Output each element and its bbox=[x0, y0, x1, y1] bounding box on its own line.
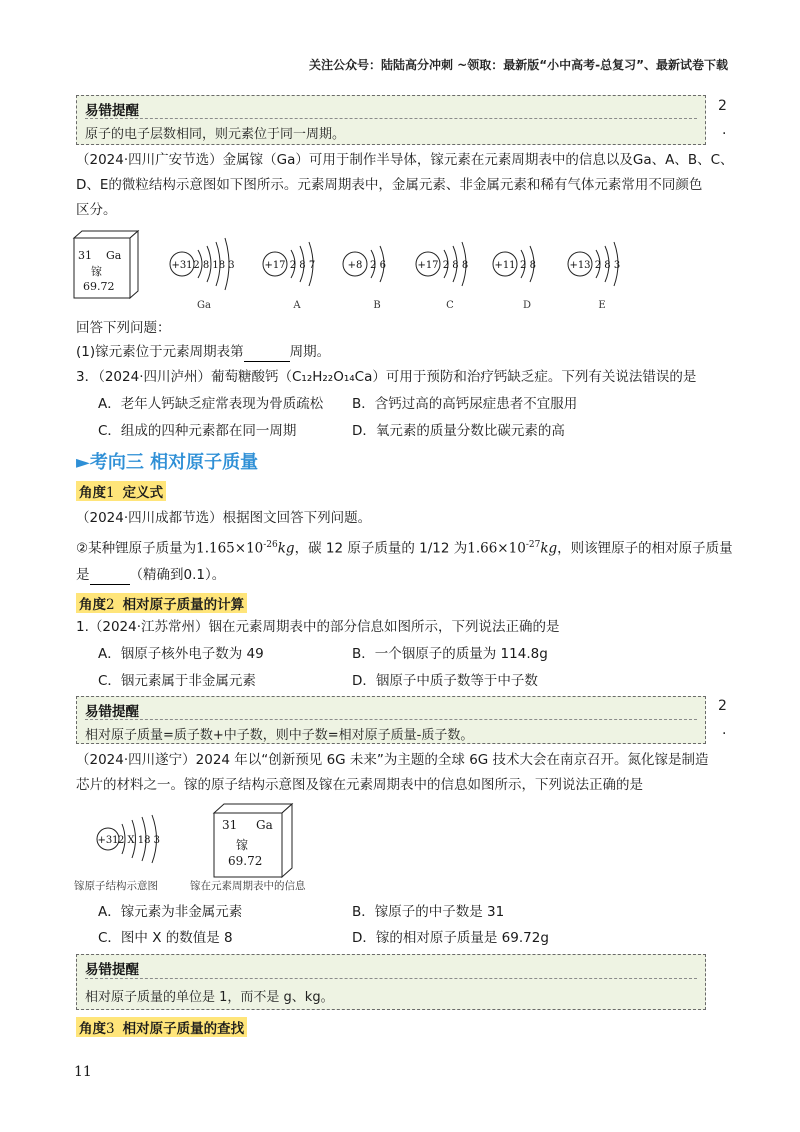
option-b: B．一个铟原子的质量为 114.8g bbox=[352, 646, 548, 662]
option-a: A．铟原子核外电子数为 49 bbox=[98, 646, 264, 662]
atom-diagram-a bbox=[263, 242, 315, 311]
tip-title: 易错提醒 bbox=[85, 962, 139, 978]
nucleus-charge: +31 bbox=[171, 260, 193, 271]
element-symbol: Ga bbox=[256, 818, 273, 832]
tip-box-1 bbox=[76, 95, 706, 145]
question-line: 芯片的材料之一。镓的原子结构示意图及镓在元素周期表中的信息如图所示，下列说法正确的是 bbox=[76, 777, 643, 793]
atomic-structure-diagrams bbox=[160, 222, 630, 314]
nucleus-charge: +17 bbox=[417, 260, 439, 271]
atom-diagram-d bbox=[493, 246, 536, 311]
atom-label: B bbox=[373, 300, 381, 311]
nucleus-charge: +13 bbox=[569, 260, 591, 271]
electron-shells: 2 8 bbox=[520, 260, 536, 271]
option-c: C．组成的四种元素都在同一周期 bbox=[98, 423, 297, 439]
question-line: （2024·四川成都节选）根据图文回答下列问题。 bbox=[76, 510, 372, 526]
side-number: 2 bbox=[718, 98, 727, 114]
option-a: A．老年人钙缺乏症常表现为骨质疏松 bbox=[98, 396, 324, 412]
angle-label-1: 角度1 定义式 bbox=[76, 481, 166, 501]
tip-title: 易错提醒 bbox=[85, 103, 139, 119]
option-b: B．镓原子的中子数是 31 bbox=[352, 904, 505, 920]
angle-label-2: 角度2 相对原子质量的计算 bbox=[76, 593, 247, 613]
atom-diagram-b bbox=[343, 246, 386, 311]
tip-divider bbox=[85, 978, 697, 979]
atom-label: C bbox=[446, 300, 454, 311]
nucleus-charge: +8 bbox=[347, 260, 363, 271]
side-dot: . bbox=[722, 722, 727, 738]
tip-divider bbox=[85, 118, 697, 119]
electron-shells: 2 X 18 3 bbox=[117, 835, 161, 846]
element-name: 镓 bbox=[91, 265, 102, 278]
tip-title: 易错提醒 bbox=[85, 704, 139, 720]
element-symbol: Ga bbox=[106, 249, 122, 262]
option-c: C．图中 X 的数值是 8 bbox=[98, 930, 233, 946]
answer-blank[interactable] bbox=[90, 570, 130, 585]
atomic-mass: 69.72 bbox=[228, 854, 263, 868]
atom-diagram-e bbox=[568, 242, 620, 311]
section-heading: ►考向三 相对原子质量 bbox=[76, 452, 259, 473]
question-line: （2024·四川广安节选）金属镓（Ga）可用于制作半导体，镓元素在元素周期表中的信息以及Ga、A、B、C、 bbox=[76, 152, 734, 168]
atom-label: D bbox=[522, 300, 532, 311]
electron-shells: 2 8 7 bbox=[289, 260, 316, 271]
side-dot: . bbox=[722, 122, 727, 138]
tip-box-2 bbox=[76, 696, 706, 744]
nucleus-charge: +17 bbox=[264, 260, 286, 271]
question-line: D、E的微粒结构示意图如下图所示。元素周期表中，金属元素、非金属元素和稀有气体元素常用不同颜色 bbox=[76, 177, 703, 193]
option-c: C．铟元素属于非金属元素 bbox=[98, 673, 256, 689]
element-name: 镓 bbox=[236, 838, 249, 852]
atom-label: A bbox=[293, 300, 301, 311]
angle-label-3: 角度3 相对原子质量的查找 bbox=[76, 1017, 247, 1037]
tip-divider bbox=[85, 719, 697, 720]
tip-body: 相对原子质量=质子数+中子数，则中子数=相对原子质量-质子数。 bbox=[85, 728, 474, 743]
page-number: 11 bbox=[74, 1064, 92, 1080]
atomic-number: 31 bbox=[222, 818, 238, 832]
tip-box-3 bbox=[76, 954, 706, 1010]
nucleus-charge: +11 bbox=[494, 260, 516, 271]
atom-diagram-ga bbox=[170, 238, 235, 311]
tip-body: 原子的电子层数相同，则元素位于同一周期。 bbox=[85, 127, 346, 142]
question-stem: 1.（2024·江苏常州）铟在元素周期表中的部分信息如图所示，下列说法正确的是 bbox=[76, 619, 560, 635]
question-stem: 3．（2024·四川泸州）葡萄糖酸钙（C₁₂H₂₂O₁₄Ca）可用于预防和治疗钙缺乏症。下列有关说法错误的是 bbox=[76, 369, 697, 385]
figure-caption: 镓原子结构示意图 bbox=[74, 880, 158, 892]
figure-caption: 镓在元素周期表中的信息 bbox=[190, 880, 306, 892]
question-line: ②某种锂原子质量为$1.165\times 10^{-26}kg$，碳 12 原子质量的 1/12 为$1.66\times 10^{-27}kg$，则该锂原子的相对原子质量 bbox=[76, 540, 733, 557]
question-line: 区分。 bbox=[76, 202, 117, 218]
electron-shells: 2 8 18 3 bbox=[193, 260, 235, 271]
answer-intro: 回答下列问题： bbox=[76, 320, 171, 336]
sub-question-1: (1)镓元素位于元素周期表第 周期。 bbox=[76, 344, 331, 360]
page-header: 关注公众号：陆陆高分冲刺 ~领取：最新版“小中高考-总复习”、最新试卷下载 bbox=[309, 58, 728, 72]
option-d: D．氧元素的质量分数比碳元素的高 bbox=[352, 423, 565, 439]
option-d: D．铟原子中质子数等于中子数 bbox=[352, 673, 538, 689]
tip-body: 相对原子质量的单位是 1，而不是 g、kg。 bbox=[85, 990, 334, 1005]
gallium-atom-diagram bbox=[92, 812, 172, 866]
question-line: （2024·四川遂宁）2024 年以“创新预见 6G 未来”为主题的全球 6G 技术大会在南京召开。氮化镓是制造 bbox=[76, 752, 709, 768]
electron-shells: 2 8 8 bbox=[442, 260, 469, 271]
answer-blank[interactable] bbox=[244, 347, 290, 362]
atom-diagram-c bbox=[416, 242, 468, 311]
atomic-number: 31 bbox=[78, 249, 92, 262]
side-number: 2 bbox=[718, 698, 727, 714]
electron-shells: 2 8 3 bbox=[594, 260, 621, 271]
option-a: A．镓元素为非金属元素 bbox=[98, 904, 243, 920]
atomic-mass: 69.72 bbox=[83, 280, 115, 293]
electron-shells: 2 6 bbox=[370, 260, 386, 271]
option-b: B．含钙过高的高钙尿症患者不宜服用 bbox=[352, 396, 578, 412]
atom-label: Ga bbox=[197, 300, 211, 311]
option-d: D．镓的相对原子质量是 69.72g bbox=[352, 930, 549, 946]
question-line: 是 （精确到0.1）。 bbox=[76, 567, 226, 583]
nucleus-charge: +31 bbox=[97, 835, 119, 846]
atom-label: E bbox=[598, 300, 606, 311]
